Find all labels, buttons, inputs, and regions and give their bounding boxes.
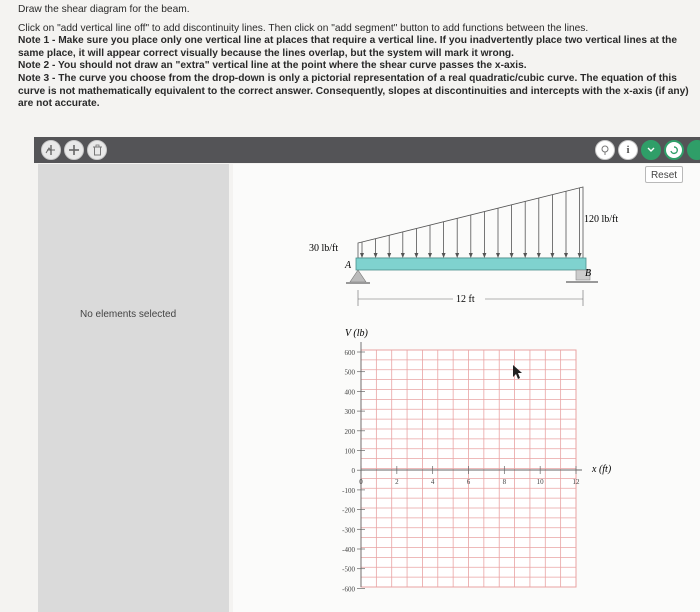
y-tick-label: -400 <box>342 546 355 554</box>
x-tick-label: 4 <box>430 478 435 486</box>
x-tick-label: 6 <box>466 478 471 486</box>
load-arrow <box>387 235 391 258</box>
x-axis-label: x (ft) <box>592 464 612 475</box>
status-text: No elements selected <box>80 309 177 320</box>
support-a-label: A <box>345 260 352 271</box>
load-arrow <box>482 212 486 258</box>
load-arrow <box>578 188 582 258</box>
y-tick-label: 200 <box>344 427 355 436</box>
note-3: Note 3 - The curve you choose from the drop-down is only a pictorial representation of a real quadratic/cubic curve. The equation of this curve is not mathematically equivalent to the correct answer. Consequently, slopes at discontinuities and intercepts with the x-axis (if any) are not accurate. <box>18 72 689 110</box>
load-arrow <box>537 198 541 258</box>
y-tick-label: 100 <box>344 447 355 456</box>
load-arrow <box>414 228 418 258</box>
load-arrow <box>510 205 514 258</box>
y-tick-label: -500 <box>342 565 355 574</box>
x-tick-label: 2 <box>395 478 399 486</box>
load-arrow <box>496 208 500 258</box>
span-label: 12 ft <box>456 294 475 305</box>
load-arrow <box>523 201 527 258</box>
load-right-label: 120 lb/ft <box>584 214 619 225</box>
load-arrow <box>550 195 554 258</box>
info-icon: i <box>626 144 630 156</box>
load-arrow <box>455 218 459 258</box>
reset-button[interactable]: Reset <box>645 166 683 183</box>
load-arrow <box>374 239 378 258</box>
y-tick-label: 500 <box>344 368 355 377</box>
support-b-label: B <box>585 268 592 279</box>
instruction-line: Click on "add vertical line off" to add discontinuity lines. Then click on "add segment" button to add functions between the lines. <box>18 22 589 34</box>
load-left-label: 30 lb/ft <box>309 243 339 254</box>
y-tick-label: 600 <box>344 349 355 357</box>
y-tick-label: -200 <box>342 506 355 515</box>
note-2: Note 2 - You should not draw an "extra" vertical line at the point where the shear curve passes the x-axis. <box>18 60 527 72</box>
load-arrow <box>442 222 446 258</box>
load-arrow <box>360 242 364 258</box>
load-arrow <box>401 232 405 258</box>
beam <box>356 258 586 270</box>
load-arrow <box>428 225 432 258</box>
note-1: Note 1 - Make sure you place only one vertical line at places that require a vertical line. If you inadvertently place two vertical lines at the same place, it will appear correct visually because the lines overlap, but the system will mark it wrong. <box>18 35 678 59</box>
x-tick-label: 0 <box>359 478 363 486</box>
question-text: Draw the shear diagram for the beam. <box>18 4 190 15</box>
x-tick-label: 10 <box>536 478 544 486</box>
y-tick-label: 0 <box>351 467 355 476</box>
load-arrow <box>469 215 473 258</box>
y-axis-label: V (lb) <box>345 328 368 339</box>
graph-grid <box>361 342 582 587</box>
x-tick-label: 12 <box>572 478 580 486</box>
y-tick-label: -100 <box>342 486 355 495</box>
x-tick-label: 8 <box>502 478 507 486</box>
y-tick-label: -300 <box>342 526 355 535</box>
y-tick-label: 400 <box>344 388 355 397</box>
pin-support-a <box>350 270 366 282</box>
load-arrow <box>564 191 568 258</box>
y-tick-label: 300 <box>344 408 355 417</box>
load-arrows <box>360 188 582 258</box>
y-tick-label: -600 <box>342 585 355 594</box>
